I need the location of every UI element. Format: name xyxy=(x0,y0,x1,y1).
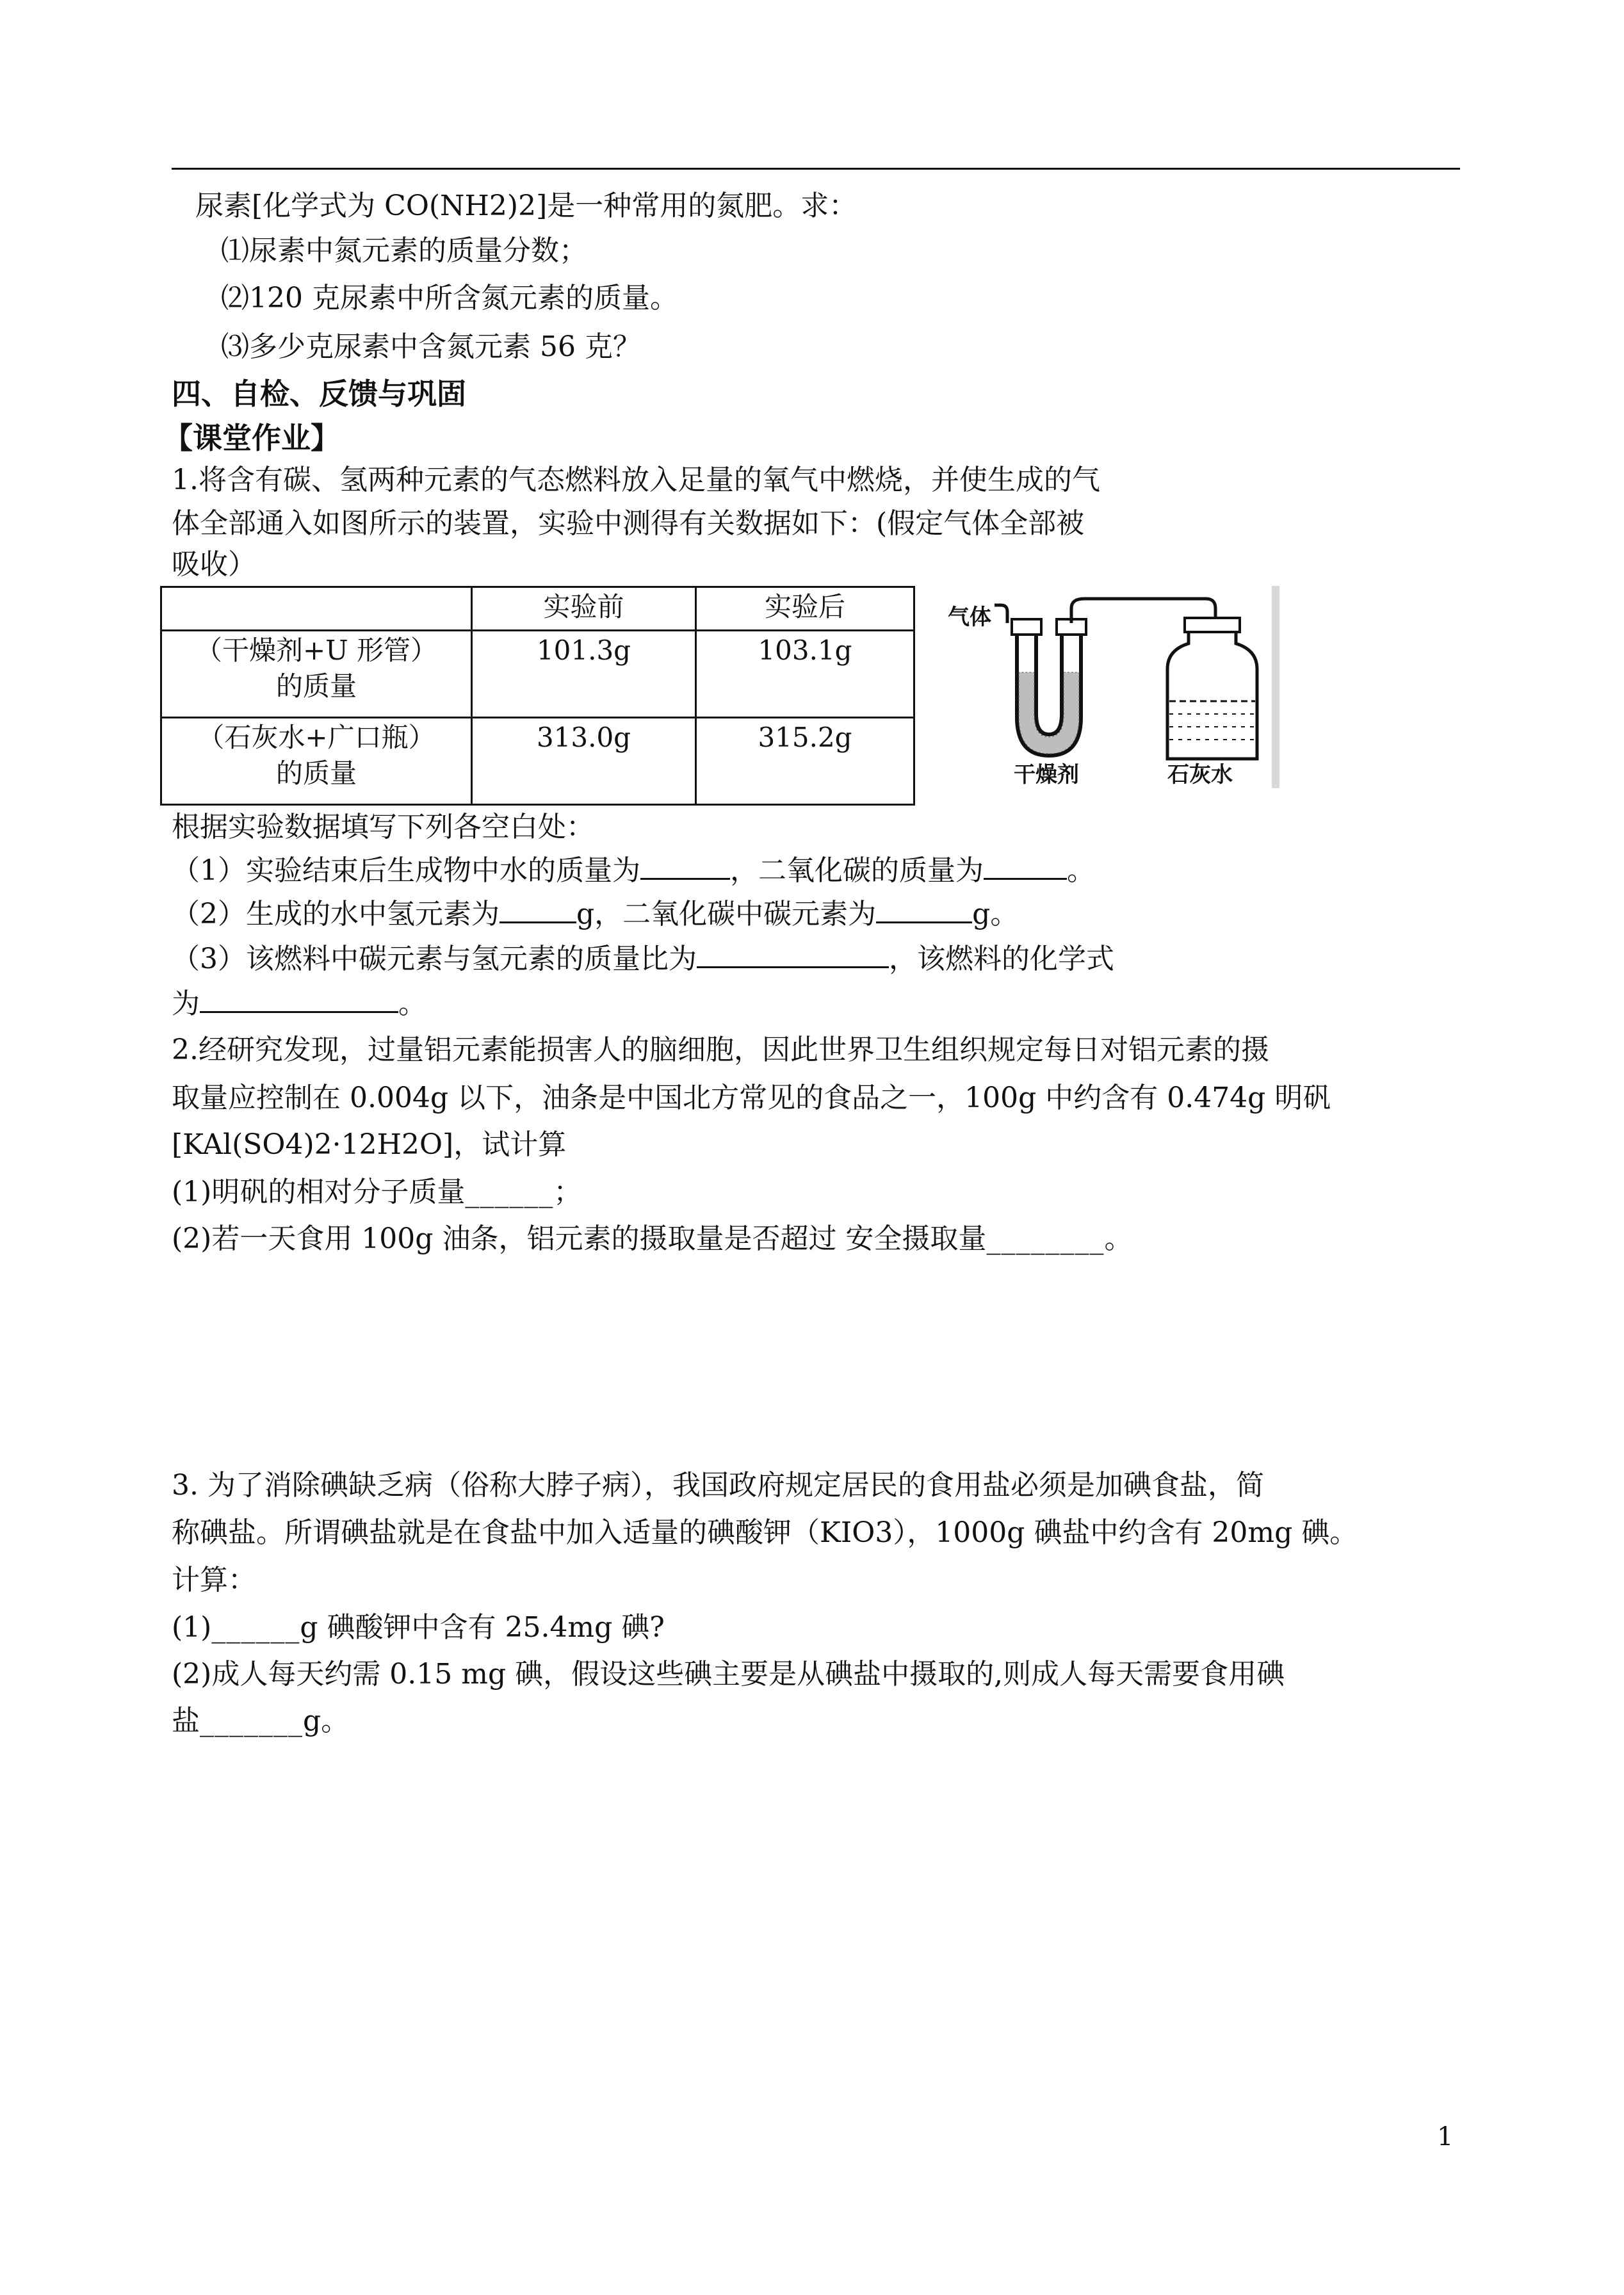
table-header-corner xyxy=(161,587,472,631)
urea-part-1: ⑴尿素中氮元素的质量分数； xyxy=(221,234,587,267)
section-heading: 四、自检、反馈与巩固 xyxy=(172,377,466,411)
answer-blank[interactable] xyxy=(200,985,398,1013)
q3-sub-1-prefix: (1) xyxy=(172,1611,212,1644)
q2-line-1: 2.经研究发现，过量铝元素能损害人的脑细胞，因此世界卫生组织规定每日对铝元素的摄 xyxy=(172,1034,1269,1066)
section-subheading: 【课堂作业】 xyxy=(163,421,340,455)
q2-sub-1-text-b: ； xyxy=(553,1176,582,1208)
q1-sub-1-text-a: （1）实验结束后生成物中水的质量为 xyxy=(172,854,640,887)
q1-line-2: 体全部通入如图所示的装置，实验中测得有关数据如下：(假定气体全部被 xyxy=(172,507,1085,540)
q1-sub-1-text-c: 。 xyxy=(1067,854,1095,887)
q3-sub-2: (2)成人每天约需 0.15 mg 碘，假设这些碘主要是从碘盐中摄取的,则成人每天需要食用碘 xyxy=(172,1658,1285,1691)
answer-blank[interactable]: ______ xyxy=(465,1176,554,1208)
q2-line-2: 取量应控制在 0.004g 以下，油条是中国北方常见的食品之一，100g 中约含有 0.474g 明矾 xyxy=(172,1082,1331,1114)
figure-edge xyxy=(1272,586,1279,788)
top-rule xyxy=(172,168,1460,170)
table-header-before: 实验前 xyxy=(472,587,696,631)
limewater-label: 石灰水 xyxy=(1167,762,1233,788)
answer-blank[interactable] xyxy=(499,896,576,923)
q1-sub-3-continued xyxy=(172,985,426,1023)
answer-blank[interactable] xyxy=(640,852,730,880)
page-number: 1 xyxy=(1437,2122,1454,2152)
q3-line-3: 计算： xyxy=(172,1564,256,1596)
q3-sub-2-text-c: g。 xyxy=(303,1705,350,1737)
u-tube-stopper-left xyxy=(1012,619,1041,635)
table-row-label xyxy=(161,718,472,805)
q1-sub-3 xyxy=(172,940,1114,978)
q3-sub-1 xyxy=(172,1609,665,1647)
q1-sub-2-text-a: （2）生成的水中氢元素为 xyxy=(172,898,499,930)
q3-line-1: 3. 为了消除碘缺乏病（俗称大脖子病），我国政府规定居民的食用盐必须是加碘食盐，简 xyxy=(172,1469,1264,1502)
q1-line-1: 1.将含有碳、氢两种元素的气态燃料放入足量的氧气中燃烧，并使生成的气 xyxy=(172,464,1100,496)
urea-intro: 尿素[化学式为 CO(NH2)2]是一种常用的氮肥。求： xyxy=(195,190,857,222)
q1-sub-1 xyxy=(172,852,1095,890)
urea-part-2: ⑵120 克尿素中所含氮元素的质量。 xyxy=(221,282,678,314)
q1-sub-2-text-b: g，二氧化碳中碳元素为 xyxy=(576,898,877,930)
row2-label-line-1: （石灰水+广口瓶） xyxy=(197,722,435,753)
bottle-stopper xyxy=(1185,618,1240,632)
q2-sub-1-text-a: (1)明矾的相对分子质量 xyxy=(172,1176,466,1208)
answer-blank[interactable] xyxy=(984,852,1067,880)
q1-sub-2-text-c: g。 xyxy=(972,898,1019,930)
desiccant-label: 干燥剂 xyxy=(1014,762,1079,788)
row1-label-line-1: （干燥剂+U 形管） xyxy=(195,635,437,666)
q2-sub-2-text-a: (2)若一天食用 100g 油条，铝元素的摄取量是否超过 安全摄取量 xyxy=(172,1222,987,1255)
q1-sub-3-text-d: 。 xyxy=(398,987,426,1020)
answer-blank[interactable]: ______ xyxy=(211,1611,300,1644)
q2-sub-2-text-b: 。 xyxy=(1104,1222,1133,1255)
q2-sub-2 xyxy=(172,1220,1132,1258)
q3-line-2: 称碘盐。所谓碘盐就是在食盐中加入适量的碘酸钾（KIO3），1000g 碘盐中约含有 20mg 碘。 xyxy=(172,1516,1358,1549)
q2-line-3: [KAl(SO4)2·12H2O]，试计算 xyxy=(172,1128,567,1161)
row1-label-line-2: 的质量 xyxy=(275,670,357,702)
apparatus-diagram xyxy=(946,586,1279,788)
urea-part-3: ⑶多少克尿素中含氮元素 56 克？ xyxy=(221,330,641,363)
answer-blank[interactable] xyxy=(876,896,972,923)
table-row-label xyxy=(161,631,472,718)
row2-after-value: 315.2g xyxy=(696,718,914,805)
table-header-after: 实验后 xyxy=(696,587,914,631)
q1-instruction: 根据实验数据填写下列各空白处： xyxy=(172,811,594,843)
q1-line-3: 吸收） xyxy=(172,548,256,581)
answer-blank[interactable] xyxy=(697,941,889,968)
q1-sub-1-text-b: ，二氧化碳的质量为 xyxy=(730,854,984,887)
experiment-data-table xyxy=(160,586,915,806)
row2-label-line-2: 的质量 xyxy=(275,758,357,789)
gas-label: 气体 xyxy=(948,604,991,630)
q3-sub-2-continued xyxy=(172,1702,349,1740)
q3-sub-2-text-b: 盐 xyxy=(172,1705,200,1737)
q1-sub-2 xyxy=(172,895,1018,934)
row1-after-value: 103.1g xyxy=(696,631,914,718)
q1-sub-3-text-a: （3）该燃料中碳元素与氢元素的质量比为 xyxy=(172,943,697,975)
q1-sub-3-text-b: ，该燃料的化学式 xyxy=(889,943,1114,975)
q2-sub-1 xyxy=(172,1173,581,1212)
answer-blank[interactable]: _______ xyxy=(200,1705,303,1737)
row2-before-value: 313.0g xyxy=(472,718,696,805)
q3-sub-1-text: g 碘酸钾中含有 25.4mg 碘? xyxy=(300,1611,665,1644)
answer-blank[interactable]: ________ xyxy=(986,1222,1105,1255)
q1-sub-3-text-c: 为 xyxy=(172,987,200,1020)
row1-before-value: 101.3g xyxy=(472,631,696,718)
